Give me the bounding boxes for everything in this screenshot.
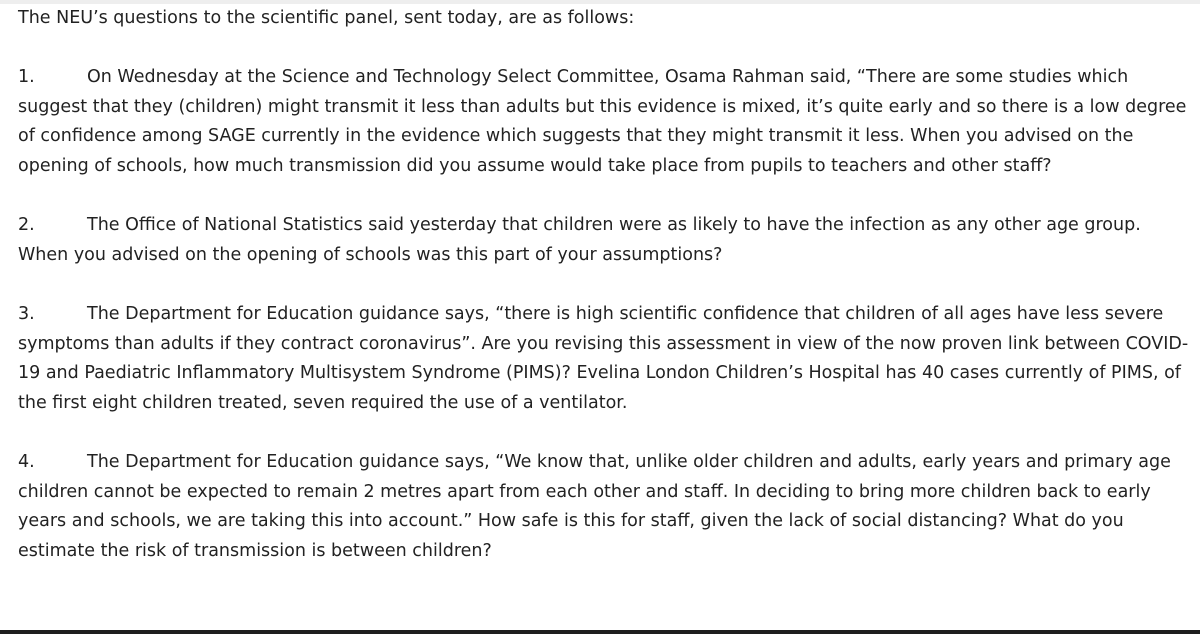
question-item-1 bbox=[18, 63, 1190, 181]
intro-paragraph: The NEU’s questions to the scientific panel, sent today, are as follows: bbox=[18, 8, 635, 28]
bottom-divider bbox=[0, 630, 1200, 634]
question-number: 4. bbox=[18, 451, 35, 472]
question-number: 1. bbox=[18, 67, 35, 88]
question-text: On Wednesday at the Science and Technology Select Committee, Osama Rahman said, “There are some studies which suggest that they (children) might transmit it less than adults but this evidence is mixed, it’s quite early and so there is a low degree of confidence among SAGE currently in the evidence which suggests that they might transmit it less. When you advised on the opening of schools, how much transmission did you assume would take place from pupils to teachers and other staff? bbox=[18, 67, 1187, 176]
question-list bbox=[18, 63, 1190, 566]
question-text: The Department for Education guidance says, “there is high scientific confidence that children of all ages have less severe symptoms than adults if they contract coronavirus”. Are you revising this assessment in view of the now proven link between COVID-19 and Paediatric Inflammatory Multisystem Syndrome (PIMS)? Evelina London Children’s Hospital has 40 cases currently of PIMS, of the first eight children treated, seven required the use of a ventilator. bbox=[18, 303, 1189, 413]
question-number: 3. bbox=[18, 303, 35, 324]
question-number: 2. bbox=[18, 215, 35, 236]
question-item-2 bbox=[18, 211, 1190, 270]
question-item-4 bbox=[18, 448, 1190, 566]
question-text: The Department for Education guidance says, “We know that, unlike older children and adults, early years and primary age children cannot be expected to remain 2 metres apart from each other and staff. In deciding to bring more children back to early years and schools, we are taking this into account.” How safe is this for staff, given the lack of social distancing? What do you estimate the risk of transmission is between children? bbox=[18, 451, 1171, 561]
document-body bbox=[18, 4, 1190, 566]
question-text: The Office of National Statistics said yesterday that children were as likely to have the infection as any other age group. When you advised on the opening of schools was this part of your assumptions? bbox=[18, 215, 1141, 265]
question-item-3 bbox=[18, 300, 1190, 418]
